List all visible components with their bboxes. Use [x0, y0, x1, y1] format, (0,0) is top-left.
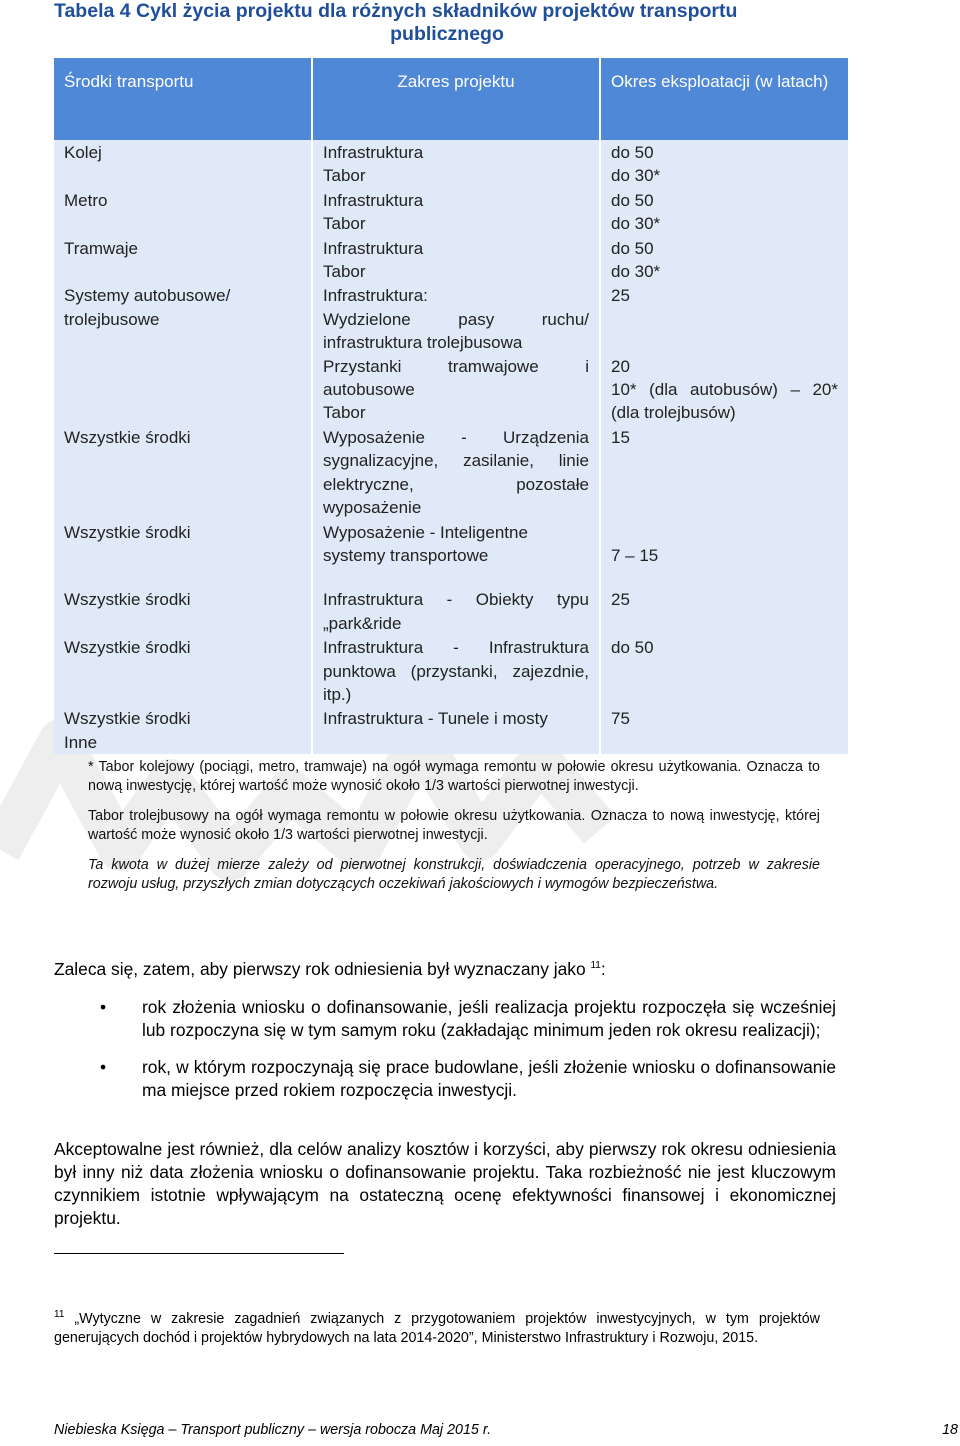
table-cell-c3 [600, 425, 848, 520]
cell-line: Infrastruktura [323, 190, 424, 210]
cell-line: Wszystkie środki [64, 427, 191, 447]
body-paragraph: Akceptowalne jest również, dla celów analizy kosztów i korzyści, aby pierwszy rok okresu odniesienia był inny niż data złożenia wniosku o dofinansowanie projektu. Taka rozbieżność nie jest kluczowym czynnikiem istotnie wpływającym na ostateczną ocenę efektywności finansowej i ekonomicznej projektu. [54, 1139, 836, 1228]
cell-line: Tabor [323, 214, 366, 234]
bullet-list [100, 996, 836, 1116]
table-row [54, 635, 848, 706]
list-item-text: rok, w którym rozpoczynają się prace budowlane, jeśli złożenie wniosku o dofinansowanie ma miejsce przed rokiem rozpoczęcia inwestycji. [142, 1057, 836, 1100]
table-notes [88, 758, 820, 905]
intro-paragraph [54, 958, 836, 981]
cell-line: do 30* [611, 214, 661, 234]
cell-line: Infrastruktura - Tunele i mosty [323, 709, 548, 729]
list-item [100, 996, 836, 1042]
cell-line: systemy transportowe [323, 545, 489, 565]
cell-line: punktowa (przystanki, zajezdnie, [323, 661, 589, 681]
header-lifetime: Okres eksploatacji (w latach) [600, 58, 848, 140]
table-cell-c2 [312, 425, 600, 520]
cell-line: Inne [64, 732, 98, 752]
footnote-divider [54, 1253, 344, 1254]
cell-line: Tabor [323, 262, 366, 282]
table-cell-c1 [54, 236, 312, 284]
cell-line: sygnalizacyjne, zasilanie, linie [323, 451, 589, 471]
cell-line: „park&ride [323, 613, 402, 633]
cell-line: do 30* [611, 166, 661, 186]
cell-line: do 30* [611, 262, 661, 282]
cell-line: Infrastruktura - Infrastruktura [323, 638, 589, 658]
page-footer [54, 1422, 958, 1438]
cell-line: 15 [611, 427, 630, 447]
header-scope: Zakres projektu [312, 58, 600, 140]
cell-line: Wszystkie środki [64, 590, 191, 610]
table-cell-c1 [54, 283, 312, 424]
cell-line: wyposażenie [323, 498, 422, 518]
cell-line: Tabor [323, 166, 366, 186]
cell-line: Infrastruktura: [323, 286, 428, 306]
table-row [54, 188, 848, 236]
table-cell-c2 [312, 140, 600, 188]
cell-line: Systemy autobusowe/ [64, 286, 231, 306]
table-cell-c3 [600, 567, 848, 635]
list-item-text: rok złożenia wniosku o dofinansowanie, jeśli realizacja projektu rozpoczęła się wcześniej lub rozpoczyna się w tym samym roku (zakładając minimum jeden rok okresu realizacji); [142, 997, 836, 1040]
table-cell-c2 [312, 520, 600, 568]
cell-line: Wszystkie środki [64, 709, 191, 729]
table-cell-c3 [600, 706, 848, 754]
cell-line: Infrastruktura [323, 238, 424, 258]
table-cell-c1 [54, 425, 312, 520]
cell-line: do 50 [611, 190, 654, 210]
table-row [54, 425, 848, 520]
cell-line: do 50 [611, 143, 654, 162]
cell-line: do 50 [611, 638, 654, 658]
table-body [54, 140, 848, 754]
cell-line: infrastruktura trolejbusowa [323, 333, 523, 353]
table-cell-c3 [600, 520, 848, 568]
table-cell-c3 [600, 188, 848, 236]
footnote-text: „Wytyczne w zakresie zagadnień związanych z przygotowaniem projektów inwestycyjnych, w tym projektów generujących dochód i projektów hybrydowych na lata 2014-2020”, Ministerstwo Infrastruktury i Rozwoju, 2015. [54, 1311, 821, 1346]
table-row [54, 706, 848, 754]
footer-title: Niebieska Księga – Transport publiczny – wersja robocza Maj 2015 r. [54, 1422, 492, 1438]
bullet-icon: • [100, 1057, 107, 1077]
cell-line: (dla trolejbusów) [611, 403, 736, 423]
table-row [54, 140, 848, 188]
caption-line-1: Tabela 4 Cykl życia projektu dla różnych składników projektów transportu [54, 0, 738, 22]
footnote [54, 1310, 820, 1348]
table-cell-c2 [312, 567, 600, 635]
cell-line: Wszystkie środki [64, 638, 191, 658]
page-number: 18 [942, 1422, 958, 1438]
cell-line: Tabor [323, 403, 366, 423]
table-cell-c1 [54, 188, 312, 236]
cell-line: Wszystkie środki [64, 522, 191, 542]
cell-line: 20 [611, 356, 630, 376]
cell-line: 75 [611, 709, 630, 729]
cell-line [611, 521, 838, 544]
bullet-icon: • [100, 997, 107, 1017]
table-cell-c1 [54, 635, 312, 706]
table-cell-c2 [312, 283, 600, 424]
cell-line: elektryczne, pozostałe [323, 474, 589, 494]
list-item [100, 1056, 836, 1102]
cell-line: Infrastruktura [323, 143, 424, 162]
table-caption [54, 0, 840, 46]
table-cell-c2 [312, 706, 600, 754]
cell-line: Przystanki tramwajowe i [323, 356, 589, 376]
cell-line: itp.) [323, 684, 352, 704]
cell-line: Metro [64, 190, 108, 210]
table-row [54, 567, 848, 635]
header-transport: Środki transportu [54, 58, 312, 140]
table-cell-c2 [312, 635, 600, 706]
cell-line: Wyposażenie - Inteligentne [323, 522, 528, 542]
cell-line: 10* (dla autobusów) – 20* [611, 380, 838, 400]
cell-line: Tramwaje [64, 238, 138, 258]
table-cell-c1 [54, 567, 312, 635]
footnote-ref: 11 [590, 960, 601, 972]
cell-line: 25 [611, 286, 630, 306]
cell-line: 7 – 15 [611, 545, 659, 565]
table-cell-c2 [312, 236, 600, 284]
footnote-number: 11 [54, 1309, 65, 1321]
table-row [54, 283, 848, 424]
table-cell-c3 [600, 283, 848, 424]
cell-line: Wydzielone pasy ruchu/ [323, 309, 589, 329]
note-rolling-stock: * Tabor kolejowy (pociągi, metro, tramwaje) na ogół wymaga remontu w połowie okresu użytkowania. Oznacza to nową inwestycję, której wartość może wynosić około 1/3 wartości pierwotnej inwestycji. [88, 759, 820, 794]
cell-line: trolejbusowe [64, 309, 160, 329]
table-cell-c3 [600, 236, 848, 284]
cell-line: Kolej [64, 143, 102, 162]
cell-line: autobusowe [323, 380, 415, 400]
table-header-row [54, 58, 848, 140]
table-cell-c1 [54, 140, 312, 188]
note-trolleybus: Tabor trolejbusowy na ogół wymaga remontu w połowie okresu użytkowania. Oznacza to nową inwestycję, której wartość może wynosić około 1/3 wartości pierwotnej inwestycji. [88, 808, 820, 843]
lifecycle-table [54, 58, 848, 754]
table-cell-c3 [600, 140, 848, 188]
intro-tail: : [600, 959, 606, 979]
cell-line [611, 308, 838, 331]
cell-line: do 50 [611, 238, 654, 258]
table-row [54, 236, 848, 284]
note-amount: Ta kwota w dużej mierze zależy od pierwotnej konstrukcji, doświadczenia operacyjnego, potrzeb w zakresie rozwoju usług, przyszłych zmian dotyczących oczekiwań jakościowych i wymogów bezpieczeństwa. [88, 857, 820, 892]
intro-text: Zaleca się, zatem, aby pierwszy rok odniesienia był wyznaczany jako [54, 959, 586, 979]
cell-line: 25 [611, 590, 630, 610]
caption-line-2: publicznego [390, 23, 504, 45]
table-row [54, 520, 848, 568]
cell-line [611, 331, 838, 354]
table-cell-c1 [54, 706, 312, 754]
table-cell-c2 [312, 188, 600, 236]
cell-line: Wyposażenie - Urządzenia [323, 427, 589, 447]
cell-line: Infrastruktura - Obiekty typu [323, 590, 589, 610]
table-cell-c1 [54, 520, 312, 568]
table-cell-c3 [600, 635, 848, 706]
